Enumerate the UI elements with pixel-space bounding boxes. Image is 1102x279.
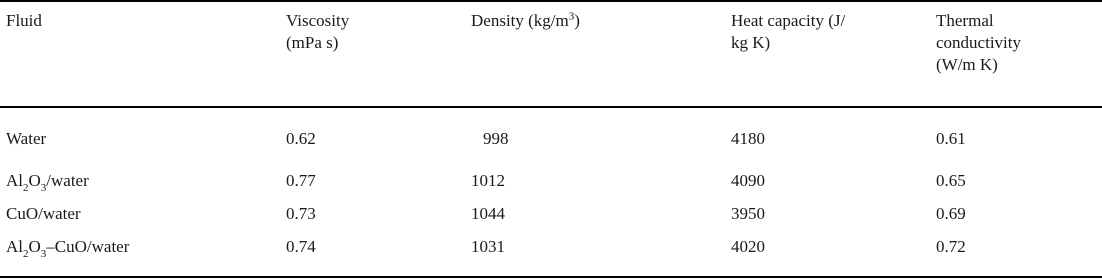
cell-thermal-conductivity: 0.65 bbox=[936, 170, 966, 190]
table-row bbox=[0, 96, 1102, 164]
bottom-rule bbox=[0, 276, 1102, 278]
cell-density: 1044 bbox=[471, 203, 505, 223]
header-heat-line1: Heat capacity (J/ bbox=[731, 11, 846, 30]
table-row bbox=[0, 164, 1102, 197]
header-viscosity bbox=[282, 0, 467, 96]
header-density bbox=[467, 0, 727, 96]
cell-thermal-conductivity: 0.69 bbox=[936, 203, 966, 223]
header-heat-capacity bbox=[727, 0, 932, 96]
cell-heat-capacity: 4020 bbox=[731, 236, 765, 256]
cell-density: 1012 bbox=[471, 170, 505, 190]
cell-heat-capacity: 3950 bbox=[731, 203, 765, 223]
cell-fluid bbox=[0, 197, 282, 230]
header-density-sup: 3 bbox=[568, 10, 575, 23]
fluid-name-sub: 2 bbox=[23, 181, 29, 194]
cell-thermal-conductivity: 0.61 bbox=[936, 129, 966, 148]
header-row bbox=[0, 0, 1102, 96]
header-heat-line2: kg K) bbox=[731, 33, 771, 52]
header-thermal-conductivity bbox=[932, 0, 1102, 96]
cell-viscosity: 0.73 bbox=[286, 203, 316, 223]
cell-heat-capacity: 4090 bbox=[731, 170, 765, 190]
cell-fluid bbox=[0, 96, 282, 164]
header-thermal-line1: Thermal bbox=[936, 11, 994, 30]
cell-thermal-conductivity: 0.72 bbox=[936, 236, 966, 256]
cell-viscosity: 0.62 bbox=[286, 129, 316, 148]
fluid-name-sub: 3 bbox=[40, 181, 47, 194]
header-thermal-line2: conductivity bbox=[936, 33, 1021, 52]
fluid-name-part: O bbox=[28, 170, 41, 190]
cell-fluid bbox=[0, 164, 282, 197]
cell-density: 1031 bbox=[471, 236, 505, 256]
fluid-name-sub: 2 bbox=[23, 247, 29, 260]
table-row bbox=[0, 197, 1102, 230]
cell-fluid bbox=[0, 230, 282, 263]
header-viscosity-line1: Viscosity bbox=[286, 11, 350, 30]
cell-viscosity: 0.74 bbox=[286, 236, 316, 256]
fluid-name: Water bbox=[6, 129, 47, 148]
fluid-name: CuO/water bbox=[6, 203, 81, 223]
header-density-prefix: Density (kg/m bbox=[471, 11, 569, 30]
header-fluid bbox=[0, 0, 282, 96]
header-fluid-text: Fluid bbox=[6, 11, 42, 30]
cell-viscosity: 0.77 bbox=[286, 170, 316, 190]
header-thermal-line3: (W/m K) bbox=[936, 55, 998, 74]
fluid-name-sub: 3 bbox=[40, 247, 47, 260]
fluid-name-part: O bbox=[28, 236, 41, 256]
header-viscosity-line2: (mPa s) bbox=[286, 33, 339, 52]
fluid-name-part: –CuO/water bbox=[46, 236, 130, 256]
fluid-name-part: Al bbox=[6, 236, 23, 256]
fluid-name-part: /water bbox=[46, 170, 89, 190]
cell-density: 998 bbox=[483, 129, 509, 148]
fluid-name-part: Al bbox=[6, 170, 23, 190]
header-density-suffix: ) bbox=[574, 11, 580, 30]
cell-heat-capacity: 4180 bbox=[731, 129, 765, 148]
table-row bbox=[0, 230, 1102, 263]
